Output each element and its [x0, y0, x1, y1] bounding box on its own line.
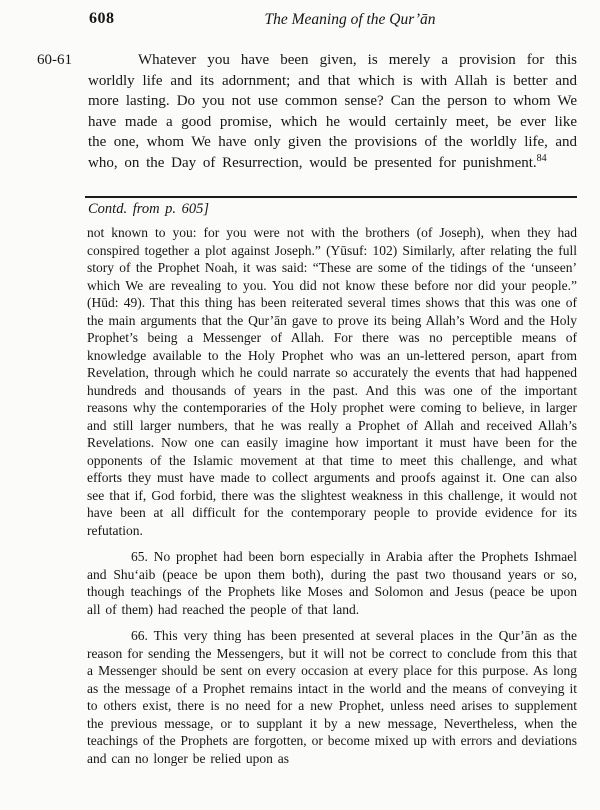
commentary-continuation-paragraph: not known to you: for you were not with the brothers (of Joseph), when they had conspired together a plot against Joseph.” (Yūsuf: 102) Similarly, after relating the full story of the Prophet Noah, it was said: “These are some of the tidings of the ‘unseen’ which We are revealing to you. You did not know these before nor did your people.” (Hūd: 49). That this thing has been reiterated several times shows that this was one of the main arguments that the Qur’ān gave to prove its being Allah’s Word and the Holy Prophet’s being a Messenger of Allah. For there was no perceptible means of knowledge available to the Holy Prophet who was an un-lettered person, apart from Revelation, through which he could narrate so accurately the events that had happened hundreds and thousands of years in the past. And this was one of the important reasons why the contemporaries of the Holy prophet were coming to believe, in larger and still larger numbers, that he was really a Prophet of Allah and received Allah’s Revelations. Now one can easily imagine how important it must have been for the opponents of the Islamic movement at that time to meet this challenge, and what efforts they must have made to collect arguments and proofs against it. One can also see that if, God forbid, there was the slightest weakness in this challenge, it would not have been at all difficult for the contemporary people to provide evidence for its refutation. — [87, 225, 577, 538]
continuation-note: Contd. from p. 605] — [88, 201, 210, 217]
page-number: 608 — [89, 10, 115, 27]
footnote-divider-rule — [85, 196, 577, 198]
verse-translation — [88, 50, 577, 174]
footnote-marker-84: 84 — [536, 152, 547, 164]
running-title: The Meaning of the Qur’ān — [264, 11, 436, 28]
footnote-66-paragraph: 66. This very thing has been presented at several places in the Qur’ān as the reason for sending the Messengers, but it will not be correct to conclude from this that a Messenger should be sent on every occasion at every place for this purpose. As long as the message of a Prophet remains intact in the world and the means of conveying it to others exist, there is no need for a new Prophet, unless need arises to supplement the previous message, or to supplant it by a new message, Nevertheless, when the teachings of the Prophets are forgotten, or become mixed up with errors and deviations and can no longer be relied upon as — [87, 628, 577, 766]
footnote-65-paragraph: 65. No prophet had been born especially in Arabia after the Prophets Ishmael and Shu‘aib (peace be upon them both), during the past two thousand years or so, though teachings of the Prophets like Moses and Solomon and Jesus (peace be upon all of them) had reached the people of that land. — [87, 549, 577, 617]
verse-reference: 60-61 — [37, 52, 72, 68]
verse-translation-text: Whatever you have been given, is merely a provision for this worldly life and its adornment; and that which is with Allah is better and more lasting. Do you not use common sense? Can the person to whom We have made a good promise, which he would certainly meet, be ever like the one, whom We have only given the provisions of the worldly life, and who, on the Day of Resurrection, would be presented for punishment. — [88, 52, 577, 171]
commentary-body — [87, 224, 577, 776]
